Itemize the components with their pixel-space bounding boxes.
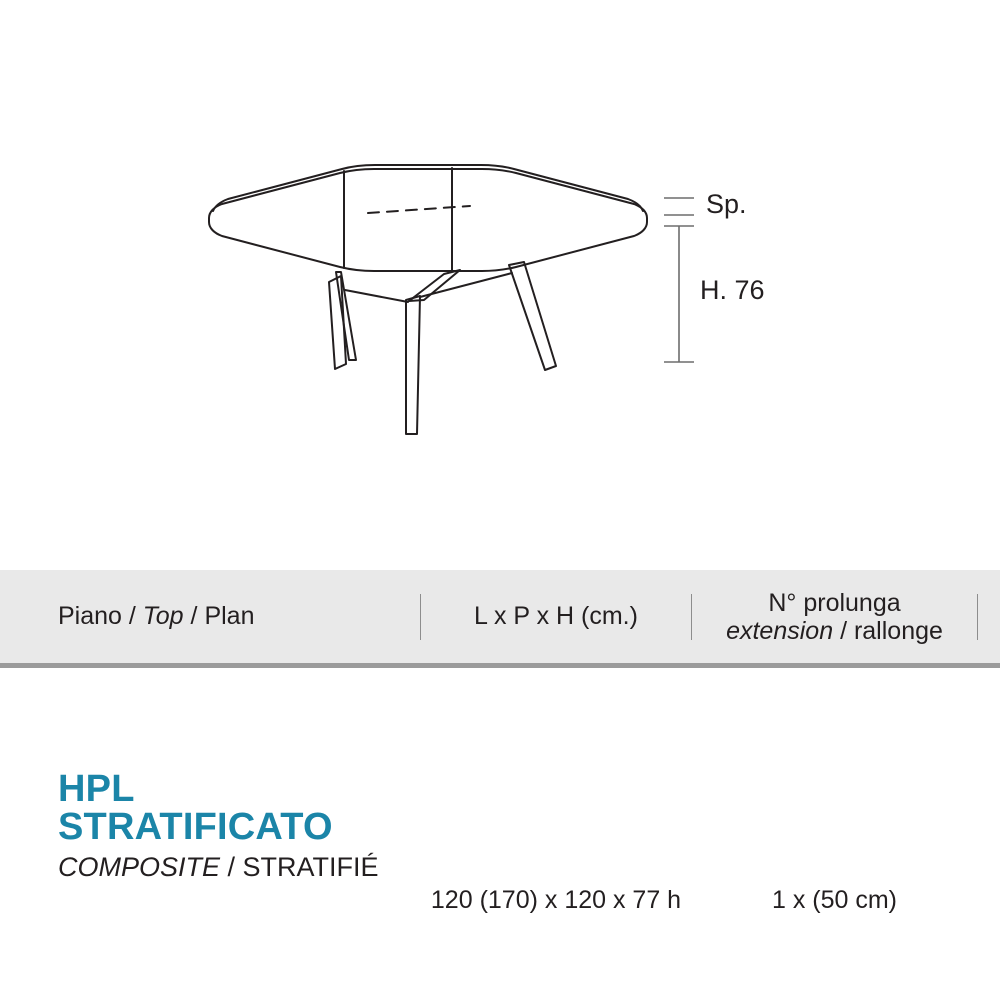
row-dimensions: 120 (170) x 120 x 77 h [430,886,682,914]
header-col-extension [692,589,977,645]
header-row [0,570,1000,663]
height-dimension-label: H. 76 [700,275,765,305]
row-extensions: 1 x (50 cm) [771,886,898,914]
header-extension-fr: / rallonge [840,616,943,645]
material-line3 [58,852,458,883]
header-col-dimensions: L x P x H (cm.) [474,602,638,630]
header-top-it: Piano / [58,602,136,630]
header-top-fr: / Plan [190,602,255,630]
material-name [58,770,458,883]
header-col-top [0,602,420,631]
thickness-dimension-label: Sp. [706,189,747,219]
header-extension-it: extension [726,616,834,645]
material-line3-fr: / STRATIFIÉ [227,852,379,882]
header-top-en: Top [142,602,184,630]
specs-table-header [0,570,1000,668]
header-extension-line2 [692,617,977,645]
material-line2: STRATIFICATO [58,806,333,848]
header-extension-line1: N° prolunga [768,588,901,617]
header-divider-3 [977,594,978,640]
material-line3-it: COMPOSITE [58,852,221,882]
table-row [0,770,1000,930]
material-line1: HPL [58,768,135,810]
